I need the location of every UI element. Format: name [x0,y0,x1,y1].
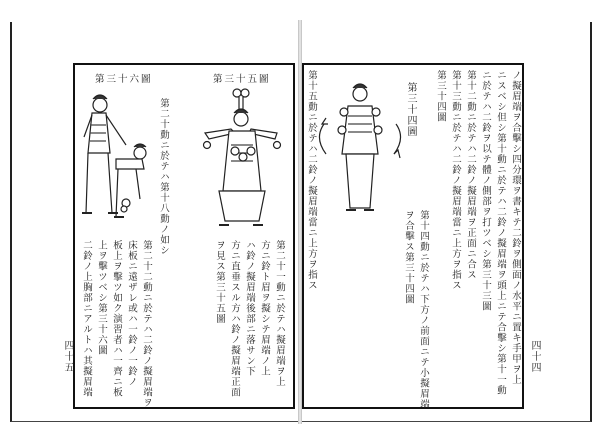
text-line-21-1: 第二十一動ニ於テハ擬眉端ヲ上 [274,240,285,387]
caption-fig36-horizontal: 第三十六圖 [95,74,153,85]
text-line-r6: 第三十四圖 [435,70,446,123]
text-line-21-2: 方ニ鈴ト眉ヲ擬シテ眉端ノ上 [259,240,270,377]
text-line-r3: ニ於テハ二鈴ヲ以テ體ノ側部ヲ打ツベシ第三十三圖 [480,70,491,312]
text-line-21-5: ヲ見ス第三十五圖 [214,240,225,324]
left-page-number: 四十五 [62,340,73,373]
text-line-22-2: 床板ニ遠ザレ或ハ一鈴ノ一鈴ノ [126,240,137,387]
text-line-22-3: 板上ヲ擊ツ如ク演習者ハ一齊ニ板 [111,240,122,398]
text-line-r9: 第十五動ニ於テハ二鈴ノ擬眉端當ニ上方ヲ指ス [306,70,317,291]
text-line-r2: ニスベシ但シ第十動ニ於テハ二鈴ノ擬眉端ヲ頭上ニテ合擊シ第十一動 [495,70,506,396]
text-line-r7: 第十四動ニ於テハ下方ノ前面ニテ小擬眉端 [418,210,429,410]
text-line-22-1: 第二十二動ニ於テハ二鈴ノ擬眉端ヲ [141,240,152,408]
figure-34-illustration [318,82,402,218]
text-line-r1: ノ擬眉端ヲ合擊シ四分環ヲ書キテ二鈴ヲ側面ノ水平ニ置キ手甲ヲ上 [510,70,521,385]
caption-fig35-horizontal: 第三十五圖 [213,74,271,85]
text-line-21-4: 方ニ直垂スル方ハ鈴ノ擬眉端正面 [229,240,240,398]
text-line-20th-move: 第二十動ニ於テハ第十八動ノ如シ [158,98,169,256]
text-line-22-4: 上ヲ擊ツベシ第三十六圖 [96,240,107,356]
text-line-r5: 第十三動ニ於テハ二鈴ノ擬眉端當ニ上方ヲ指ス [450,70,461,291]
text-line-22-5: 二鈴ノ上胸部ニアルトハ其擬眉端 [81,240,92,398]
text-line-r4: 第十二動ニ於テハ二鈴ノ擬眉端ヲ正面ニ合ス [465,70,476,280]
caption-fig34: 第三十四圖 [405,82,416,137]
figure-35-illustration [195,85,285,235]
text-line-r8: ヲ合擊ス第三十四圖 [403,210,414,305]
right-page-number: 四十四 [529,340,540,373]
figure-36-illustration [78,85,160,230]
text-line-21-3: ハ鈴ノ擬眉端後部ニ落サン下 [244,240,255,377]
